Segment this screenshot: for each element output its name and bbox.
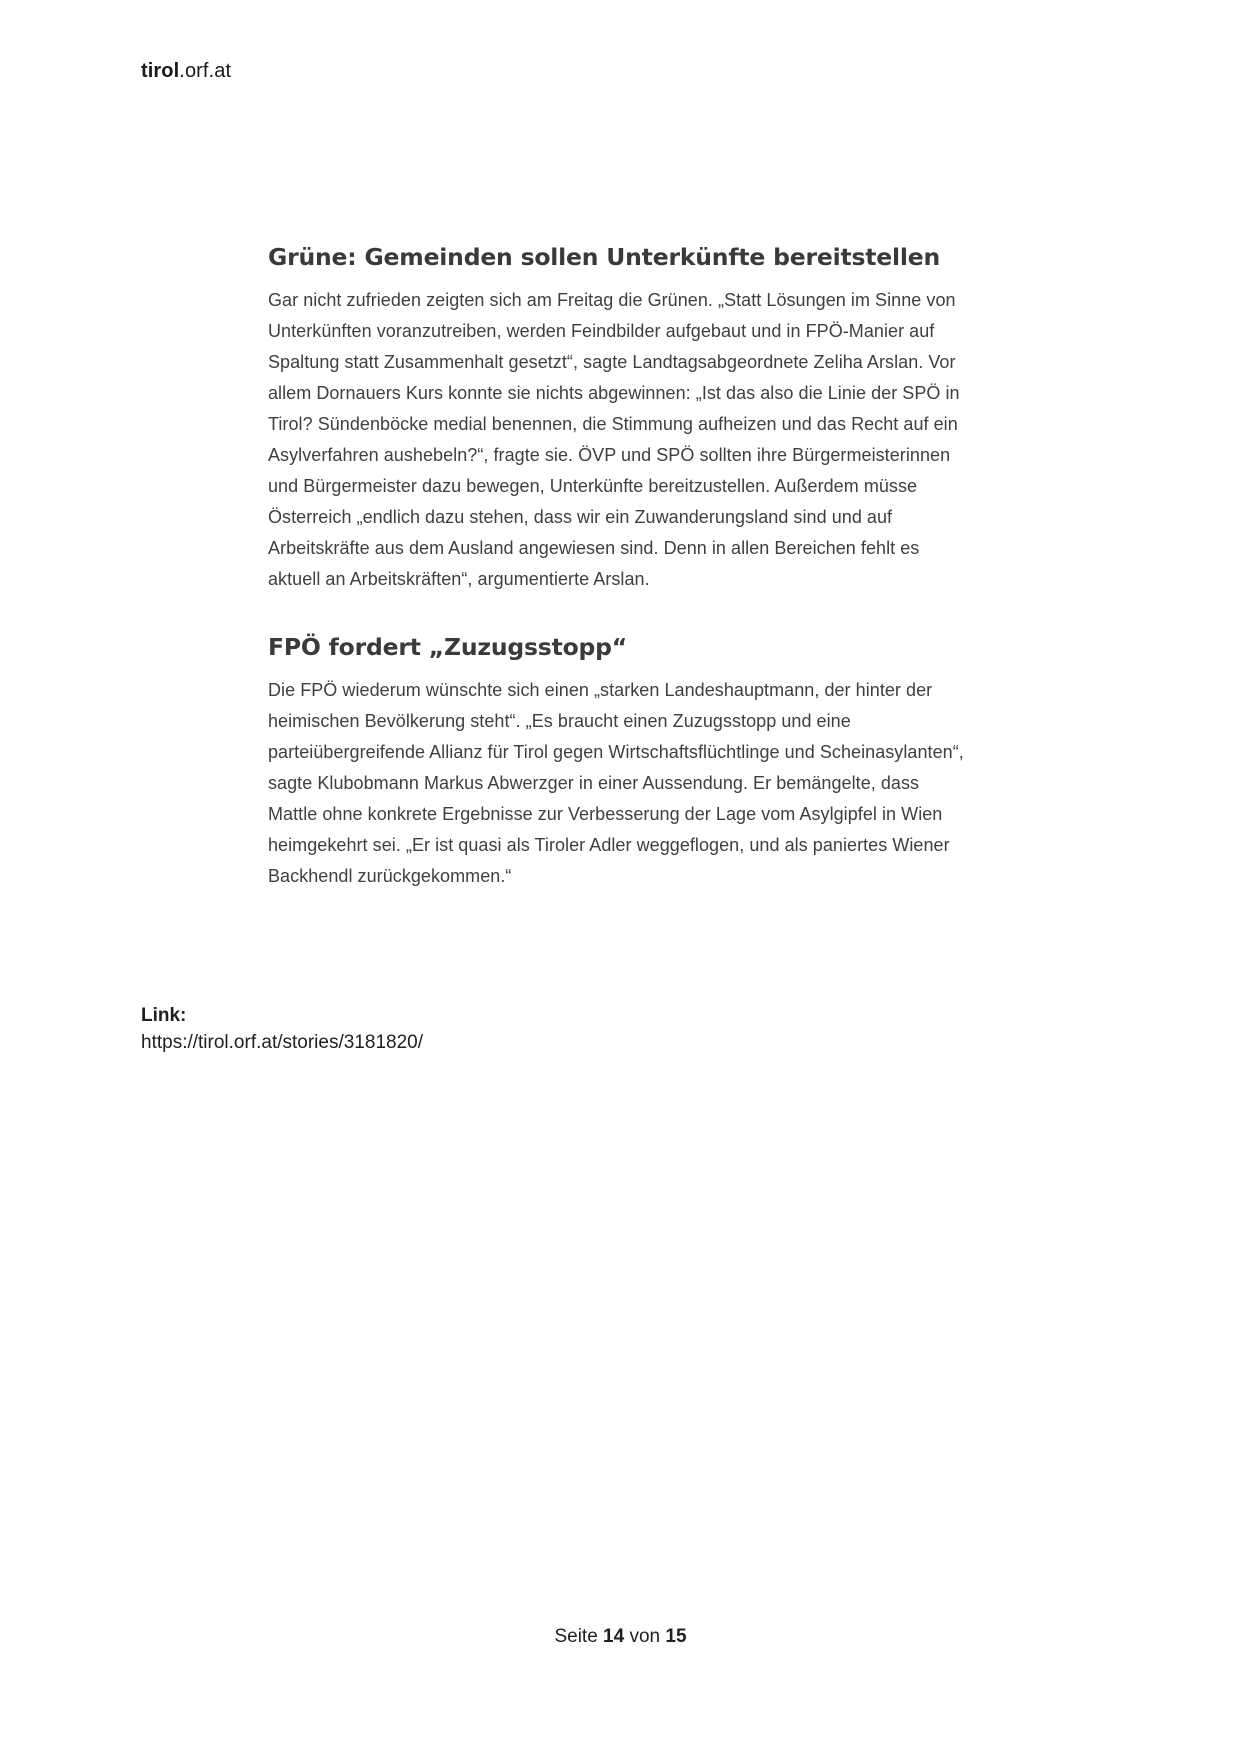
brand-name: tirol xyxy=(141,60,180,82)
section-paragraph: Die FPÖ wiederum wünschte sich einen „starken Landeshauptmann, der hinter der heimischen Bevölkerung steht“. „Es braucht einen Zuzugsstopp und eine parteiübergreifende Allianz für Tirol gegen Wirtschaftsflüchtlinge und Scheinasylanten“, sagte Klubobmann Markus Abwerzger in einer Aussendung. Er bemängelte, dass Mattle ohne konkrete Ergebnisse zur Verbesserung der Lage vom Asylgipfel in Wien heimgekehrt sei. „Er ist quasi als Tiroler Adler weggeflogen, und als paniertes Wiener Backhendl zurückgekommen.“ xyxy=(268,679,964,886)
article-content xyxy=(268,243,968,892)
section-heading: Grüne: Gemeinden sollen Unterkünfte bereitstellen xyxy=(268,243,941,271)
article-section xyxy=(268,633,968,892)
section-heading: FPÖ fordert „Zuzugsstopp“ xyxy=(268,632,628,661)
footer-page-number: 14 xyxy=(603,1626,625,1647)
footer-total-pages: 15 xyxy=(665,1626,687,1647)
site-brand-header xyxy=(141,60,231,83)
source-link-block xyxy=(141,1005,941,1054)
source-url-link[interactable]: https://tirol.orf.at/stories/3181820/ xyxy=(141,1032,423,1053)
brand-domain-suffix: .orf.at xyxy=(179,60,232,82)
footer-middle: von xyxy=(629,1626,661,1647)
article-section xyxy=(268,243,968,595)
link-label: Link: xyxy=(141,1005,187,1026)
section-paragraph: Gar nicht zufrieden zeigten sich am Freitag die Grünen. „Statt Lösungen im Sinne von Unterkünften voranzutreiben, werden Feindbilder aufgebaut und in FPÖ-Manier auf Spaltung statt Zusammenhalt gesetzt“, sagte Landtagsabgeordnete Zeliha Arslan. Vor allem Dornauers Kurs konnte sie nichts abgewinnen: „Ist das also die Linie der SPÖ in Tirol? Sündenböcke medial benennen, die Stimmung aufheizen und das Recht auf ein Asylverfahren aushebeln?“, fragte sie. ÖVP und SPÖ sollten ihre Bürgermeisterinnen und Bürgermeister dazu bewegen, Unterkünfte bereitzustellen. Außerdem müsse Österreich „endlich dazu stehen, dass wir ein Zuwanderungsland sind und auf Arbeitskräfte aus dem Ausland angewiesen sind. Denn in allen Bereichen fehlt es aktuell an Arbeitskräften“, argumentierte Arslan. xyxy=(268,290,960,589)
footer-prefix: Seite xyxy=(554,1626,598,1647)
page-footer xyxy=(0,1626,1241,1648)
